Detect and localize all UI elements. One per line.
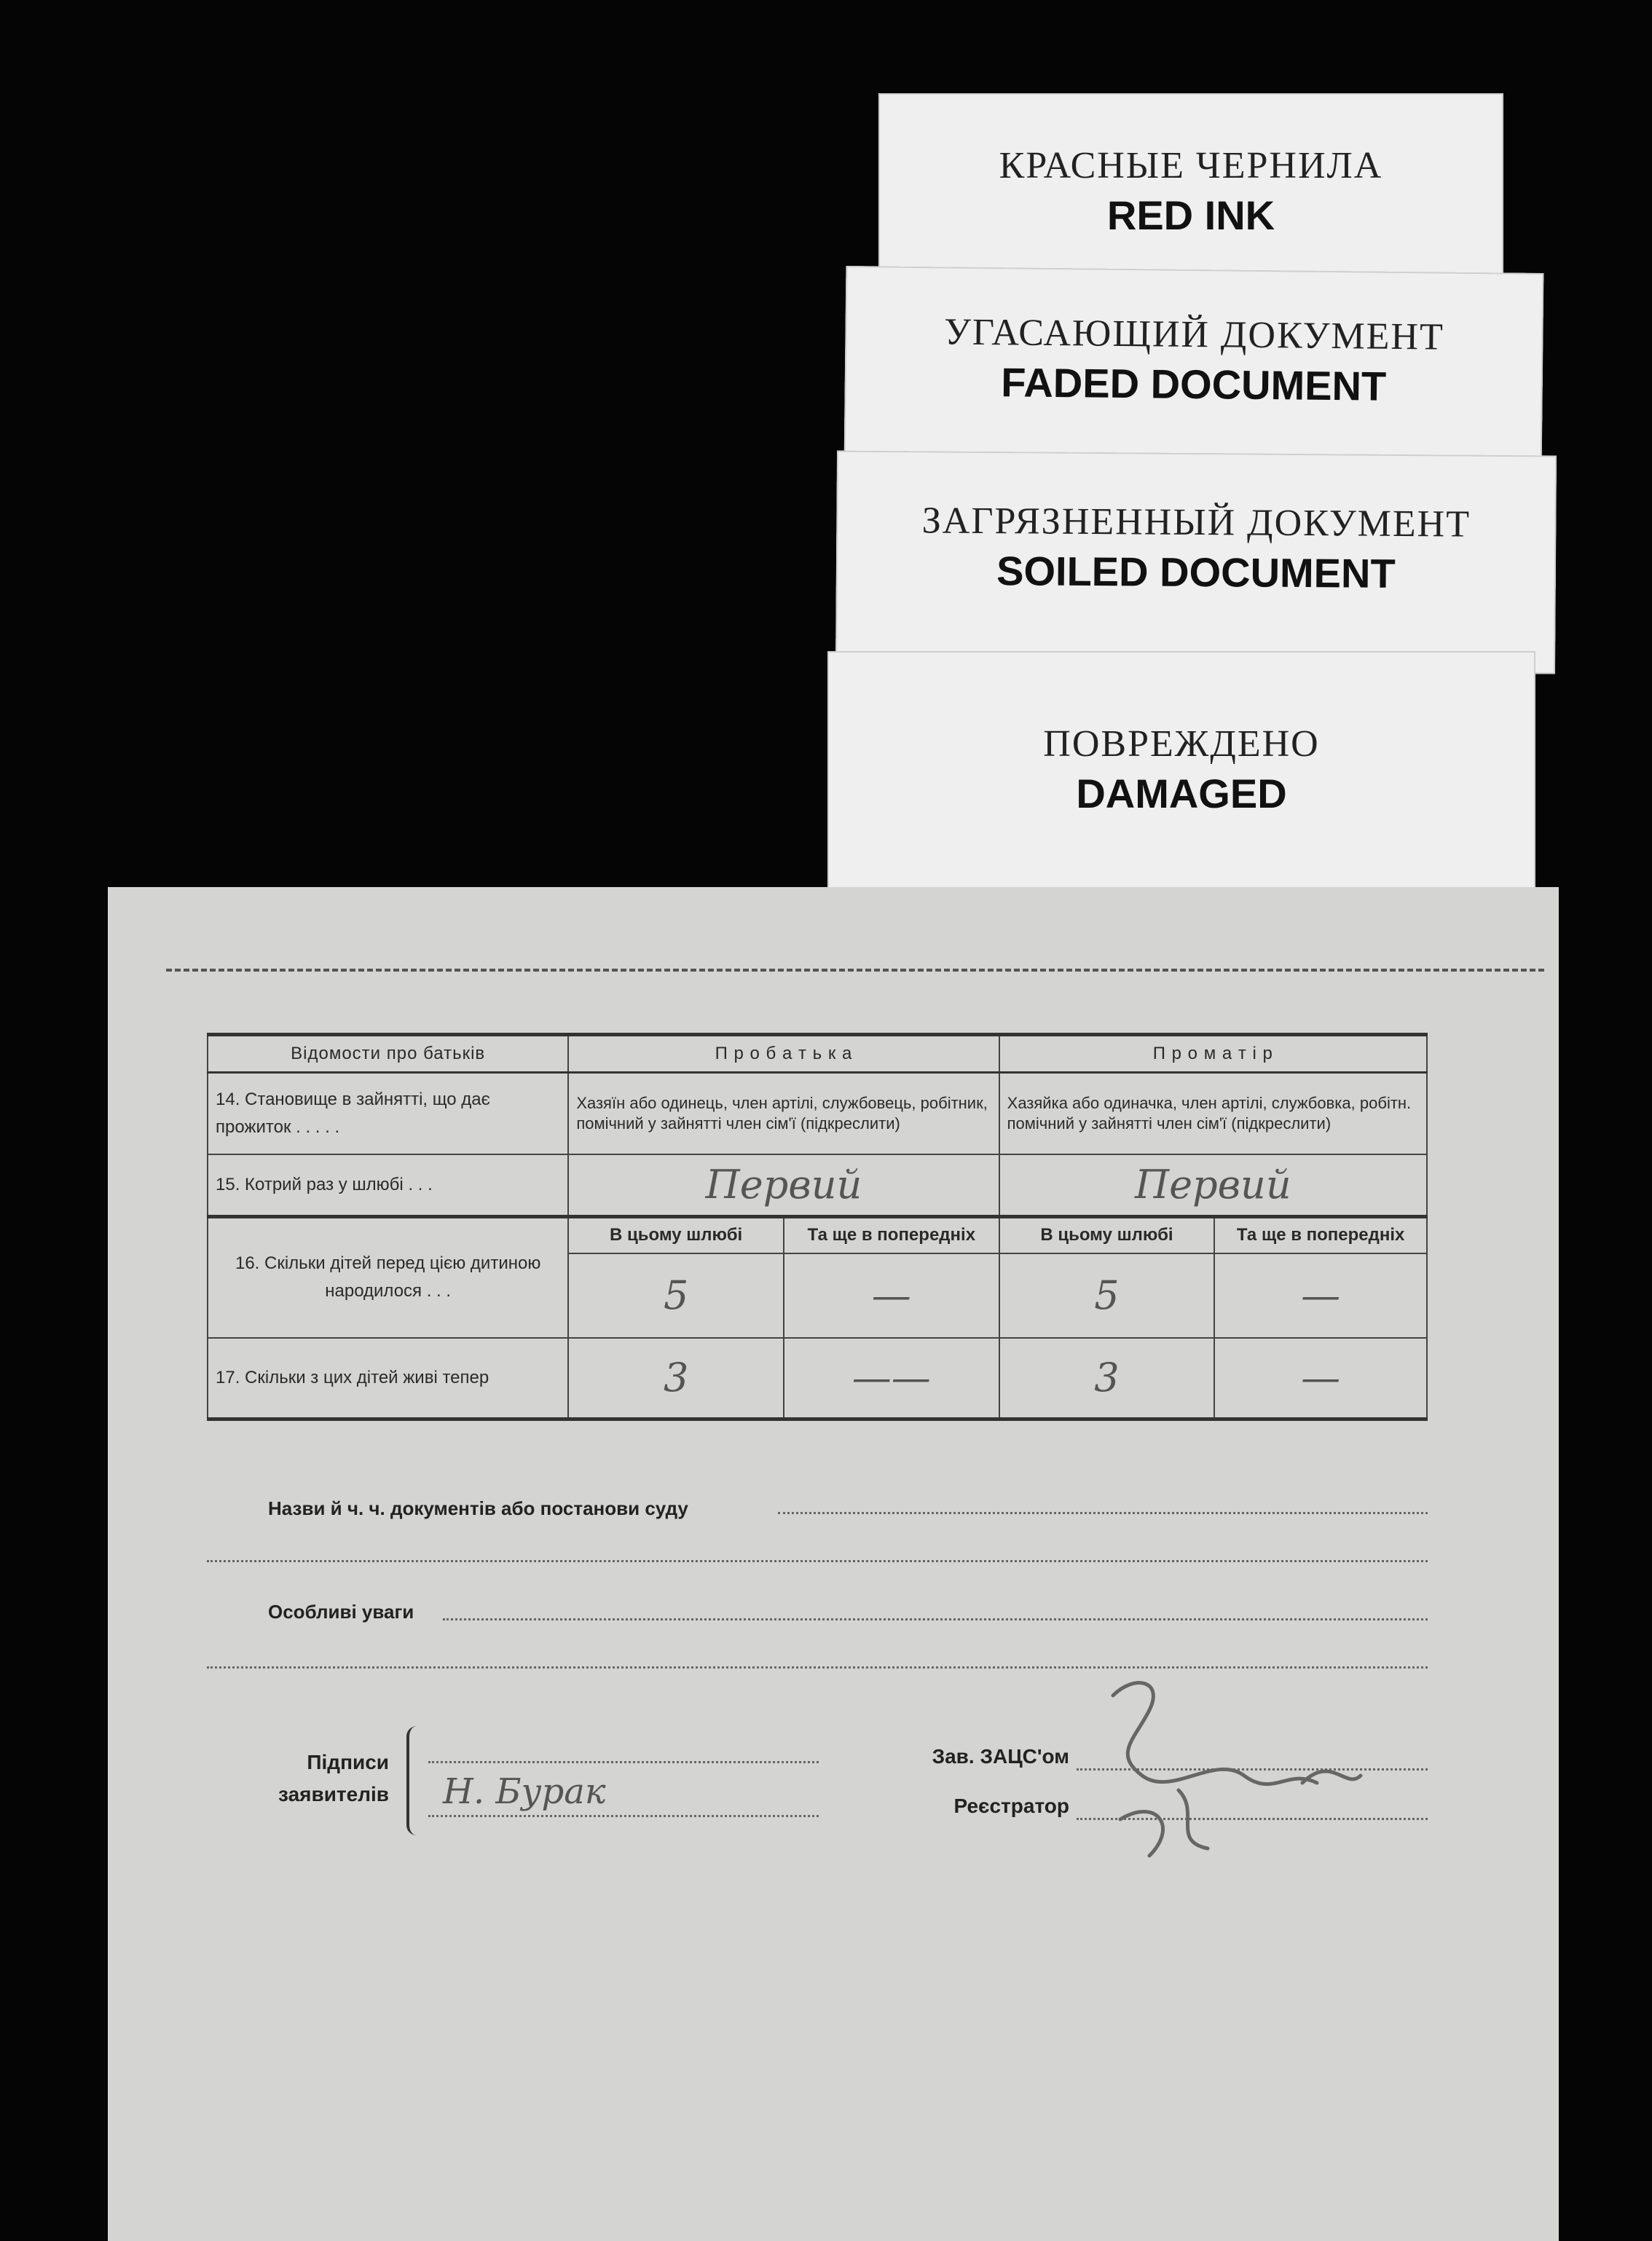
row16-label: 16. Скільки дітей перед цією дитиною народилося . . . — [208, 1217, 568, 1338]
row15-father: Первий — [568, 1154, 999, 1217]
card-en-label: DAMAGED — [1076, 771, 1287, 816]
row16-mother-prev: — — [1214, 1253, 1427, 1338]
row17-father-this: 3 — [568, 1338, 784, 1419]
row16-father-this: 5 — [568, 1253, 784, 1338]
card-ru-label: КРАСНЫЕ ЧЕРНИЛА — [999, 145, 1383, 186]
row14-father: Хазяїн або одинець, член артілі, службовець, робітник, помічний у зайнятті член сім'ї (підкреслити) — [568, 1073, 999, 1154]
row17-mother-this: 3 — [999, 1338, 1215, 1419]
header-mother: П р о м а т і р — [999, 1035, 1427, 1073]
signatures-label-line2: заявителів — [278, 1783, 389, 1805]
row17-label: 17. Скільки з цих дітей живі тепер — [208, 1338, 568, 1419]
card-ru-label: ЗАГРЯЗНЕННЫЙ ДОКУМЕНТ — [921, 500, 1471, 546]
applicant-signature: Н. Бурак — [443, 1771, 606, 1812]
signatures-label-line1: Підписи — [307, 1751, 389, 1773]
header-parents-info: Відомости про батьків — [208, 1035, 568, 1073]
documents-line — [778, 1512, 1428, 1514]
notes-label: Особливі уваги — [268, 1601, 414, 1623]
perforation-line — [166, 969, 1544, 972]
subhead-father-prev: Та ще в попередніх — [784, 1217, 999, 1253]
table-row — [208, 1154, 1427, 1217]
soiled-document-card — [835, 451, 1557, 674]
signatures-brace — [406, 1726, 424, 1835]
table-subheader-row — [208, 1217, 1427, 1253]
subhead-mother-this: В цьому шлюбі — [999, 1217, 1215, 1253]
table-row — [208, 1073, 1427, 1154]
row16-mother-this: 5 — [999, 1253, 1215, 1338]
row17-mother-prev: — — [1214, 1338, 1427, 1419]
row15-mother: Первий — [999, 1154, 1427, 1217]
registrar-label: Реєстратор — [953, 1795, 1069, 1817]
applicants-signatures-label — [232, 1746, 389, 1811]
applicant-sig-line-2 — [428, 1815, 819, 1817]
row14-label: 14. Становище в зайнятті, що дає прожиток . . . . . — [208, 1073, 568, 1154]
documents-line-2 — [207, 1560, 1428, 1562]
card-en-label: RED INK — [1106, 192, 1275, 238]
faded-document-card — [844, 266, 1544, 470]
header-father: П р о б а т ь к а — [568, 1035, 999, 1073]
card-en-label: FADED DOCUMENT — [1000, 359, 1387, 409]
notes-line — [443, 1618, 1428, 1620]
row14-mother: Хазяйка або одиначка, член артілі, службовка, робітн. помічний у зайнятті член сім'ї (підкреслити) — [999, 1073, 1427, 1154]
applicant-sig-line-1 — [428, 1761, 819, 1763]
table-header-row — [208, 1035, 1427, 1073]
damaged-card — [827, 651, 1535, 896]
card-en-label: SOILED DOCUMENT — [996, 548, 1396, 596]
row16-father-prev: — — [784, 1253, 999, 1338]
subhead-father-this: В цьому шлюбі — [568, 1217, 784, 1253]
parents-info-table — [207, 1033, 1428, 1421]
document-sheet — [108, 887, 1559, 2241]
row15-label: 15. Котрий раз у шлюбі . . . — [208, 1154, 568, 1217]
red-ink-card — [878, 93, 1503, 275]
subhead-mother-prev: Та ще в попередніх — [1214, 1217, 1427, 1253]
table-row — [208, 1338, 1427, 1419]
card-ru-label: УГАСАЮЩИЙ ДОКУМЕНТ — [943, 311, 1445, 358]
card-ru-label: ПОВРЕЖДЕНО — [1043, 723, 1320, 765]
head-zags-label: Зав. ЗАЦС'ом — [932, 1745, 1069, 1768]
documents-label: Назви й ч. ч. документів або постанови суду — [268, 1497, 688, 1519]
official-signature-scribble — [1069, 1666, 1375, 1885]
row17-father-prev: —— — [784, 1338, 999, 1419]
